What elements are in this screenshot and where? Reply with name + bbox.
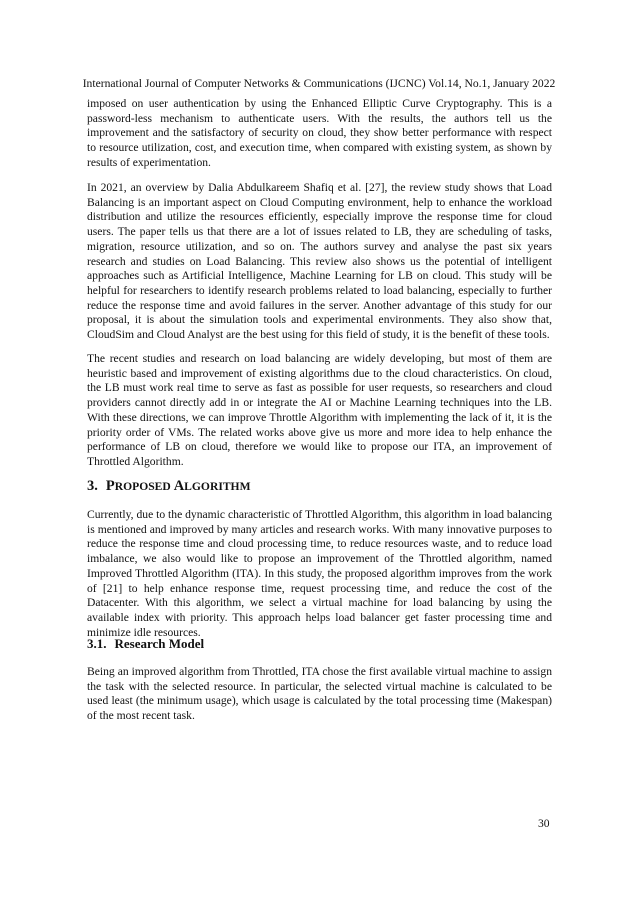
subsection-number: 3.1.	[87, 636, 107, 651]
section-title-part: LGORITHM	[184, 480, 251, 493]
section-number: 3.	[87, 478, 98, 494]
running-header: International Journal of Computer Networks & Communications (IJCNC) Vol.14, No.1, January 2022	[82, 77, 556, 90]
section-title-part: A	[173, 478, 185, 494]
section-title-part: ROPOSED	[114, 480, 174, 493]
body-paragraph: In 2021, an overview by Dalia Abdulkareem Shafiq et al. [27], the review study shows that Load Balancing is an important aspect on Cloud Computing environment, help to enhance the workload distribution and utilize the resources efficiently, especially improve the response time for cloud users. The paper tells us that there are a lot of issues related to LB, they are scheduling of tasks, migration, resource utilization, and so on. The authors survey and analyse the past six years research and studies on Load Balancing. This review also shows us the potential of intelligent approaches such as Artificial Intelligence, Machine Learning for LB on cloud. This study will be helpful for researchers to identify research problems related to load balancing, especially to further reduce the response time and avoid failures in the server. Another advantage of this study for our proposal, it is about the simulation tools and experimental environments. They also show that, CloudSim and Cloud Analyst are the best using for this field of study, it is the benefit of these tools.	[87, 181, 552, 342]
section-title-part: P	[105, 478, 115, 494]
body-paragraph: imposed on user authentication by using the Enhanced Elliptic Curve Cryptography. This is a password-less mechanism to authenticate users. With the results, the authors tell us the improvement and the satisfactory of security on cloud, they show better performance with respect to resource utilization, cost, and execution time, when compared with existing system, as shown by results of experimentation.	[87, 97, 552, 169]
paragraph-research-model	[87, 665, 552, 724]
body-paragraph: Being an improved algorithm from Throttled, ITA chose the first available virtual machine to assign the task with the selected resource. In particular, the selected virtual machine is calculated to be used least (the minimum usage), which usage is calculated by the total processing time (Makespan) of the most recent task.	[87, 665, 552, 723]
subsection-heading	[87, 635, 204, 652]
paragraph-continuation	[87, 97, 552, 171]
paragraph-shafiq-review	[87, 181, 552, 343]
paragraph-recent-studies	[87, 352, 552, 470]
paragraph-proposed-algorithm	[87, 508, 552, 640]
section-heading	[87, 477, 251, 496]
body-paragraph: Currently, due to the dynamic characteristic of Throttled Algorithm, this algorithm in load balancing is mentioned and improved by many articles and research works. With many innovative purposes to reduce the response time and cloud processing time, to reduce resources waste, and to reduce load imbalance, we also would like to propose an improvement of the Throttled algorithm, named Improved Throttled Algorithm (ITA). In this study, the proposed algorithm improves from the work of [21] to help enhance response time, request processing time, and reduce the cost of the Datacenter. With this algorithm, we select a virtual machine for load balancing by using the available index with priority. This approach helps load balancer get faster processing time and minimize idle resources.	[87, 508, 552, 639]
subsection-title: Research Model	[114, 636, 205, 651]
body-paragraph: The recent studies and research on load balancing are widely developing, but most of them are heuristic based and improvement of existing algorithms due to the cloud characteristics. On cloud, the LB must work real time to serve as fast as possible for user requests, so researchers and cloud providers cannot directly add in or integrate the AI or Machine Learning techniques into the LB. With these directions, we can improve Throttle Algorithm with implementing the lack of it, it is the priority order of VMs. The related works above give us more and more idea to help enhance the performance of LB on cloud, therefore we would like to propose our ITA, an improvement of Throttled Algorithm.	[87, 352, 552, 468]
page-number: 30	[538, 817, 550, 830]
